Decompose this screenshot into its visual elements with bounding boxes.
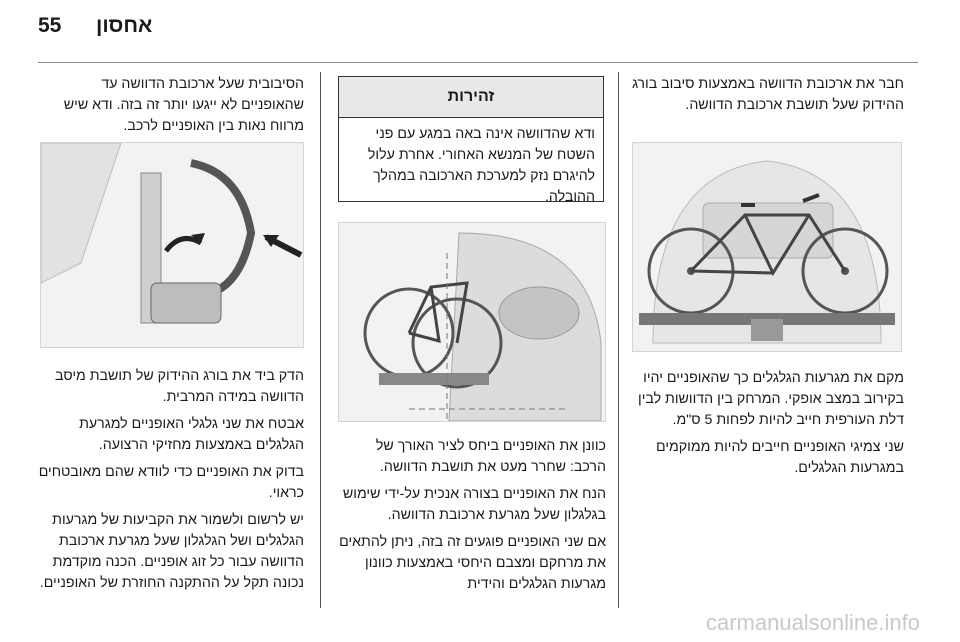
- right-paragraph-2: שני צמיגי האופניים חייבים להיות ממוקמים במגרעות הגלגלים.: [656, 439, 904, 476]
- left-column-lower: [38, 366, 304, 600]
- warning-box: [338, 76, 604, 205]
- warning-title: זהירות: [339, 77, 603, 118]
- left-paragraph-2: אבטח את שני גלגלי האופניים למגרעת הגלגלים באמצעות מחזיקי הרצועה.: [79, 416, 304, 453]
- column-divider-left: [320, 72, 321, 608]
- bike-rack-rear-figure: [632, 142, 902, 352]
- left-column: [38, 74, 304, 143]
- car-rear-bike-illustration: [339, 223, 605, 421]
- pedal-clamp-figure: [40, 142, 304, 348]
- watermark: carmanualsonline.info: [705, 610, 920, 635]
- bike-rack-side-figure: [338, 222, 606, 422]
- middle-paragraph-2: הנח את האופניים בצורה אנכית על-ידי שימוש בגלגלון שעל מגרעת ארכובת הדוושה.: [342, 486, 606, 523]
- left-paragraph-1: הדק ביד את בורג ההידוק של תושבת מיסב הדוושה במידה המרבית.: [55, 368, 304, 405]
- page-title: אחסון: [96, 14, 153, 37]
- left-paragraph-3: בדוק את האופניים כדי לוודא שהם מאובטחים כראוי.: [38, 464, 304, 501]
- page-number: 55: [38, 14, 62, 37]
- right-column: [628, 74, 904, 122]
- middle-paragraph-3: אם שני האופניים פוגעים זה בזה, ניתן להתאים את מרחקם ומצבם היחסי באמצעות כוונון מגרעות הגלגלים והידית: [339, 534, 606, 592]
- pedal-clamp-illustration: [41, 143, 303, 347]
- header-rule: [38, 62, 918, 63]
- right-intro-text: חבר את ארכובת הדוושה באמצעות סיבוב בורג ההידוק שעל תושבת ארכובת הדוושה.: [632, 76, 904, 113]
- left-paragraph-4: יש לרשום ולשמור את הקביעות של מגרעות הגלגלים ושל הגלגלון שעל מגרעת ארכובת הדוושה עבור כל זוג אופניים. הכנה מוקדמת נכונה תקל על ההתקנה החוזרת של האופניים.: [39, 512, 304, 591]
- right-paragraph-1: מקם את מגרעות הגלגלים כך שהאופניים יהיו בקירוב במצב אופקי. המרחק בין הדוושות לבין דלת העורפית חייב להיות לפחות 5 ס"מ.: [638, 370, 904, 428]
- right-column-lower: [628, 368, 904, 485]
- column-divider-right: [618, 72, 619, 608]
- warning-text: ודא שהדוושה אינה באה במגע עם פני השטח של המנשא האחורי. אחרת עלול להיגרם נזק למערכת הארכובה במהלך ההובלה.: [367, 126, 595, 205]
- middle-column-lower: [338, 436, 606, 601]
- bike-on-rack-illustration: [633, 143, 901, 351]
- left-intro-text: הסיבובית שעל ארכובת הדוושה עד שהאופניים לא ייגעו יותר זה בזה. ודא שיש מרווח נאות בין האופניים לרכב.: [63, 76, 304, 134]
- middle-paragraph-1: כוונן את האופניים ביחס לציר האורך של הרכב: שחרר מעט את תושבת הדוושה.: [375, 438, 606, 475]
